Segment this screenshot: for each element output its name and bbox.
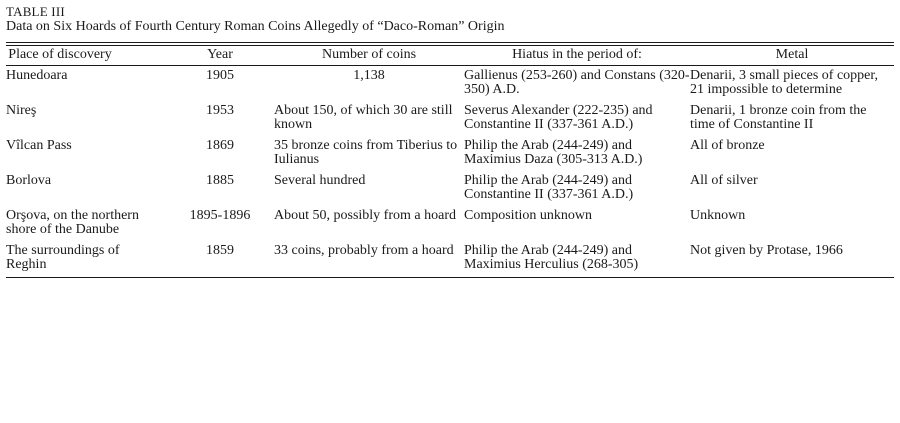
cell-hiatus: Philip the Arab (244-249) and Maximius Daza (305-313 A.D.) [464,138,643,167]
cell-year: 1905 [206,68,234,83]
header-row [6,46,894,66]
table-row [6,136,894,171]
header-year: Year [207,47,233,62]
cell-place: Borlova [6,173,52,188]
cell-year: 1885 [206,173,234,188]
hoards-table [6,46,894,276]
bottom-rule [6,277,894,278]
cell-place: The surroundings of Reghin [6,243,120,272]
cell-year: 1895-1896 [189,208,251,223]
table-caption: Data on Six Hoards of Fourth Century Roman Coins Allegedly of “Daco-Roman” Origin [6,19,505,34]
cell-hiatus: Gallienus (253-260) and Constans (320-350) A.D. [464,68,690,97]
cell-count: About 50, possibly from a hoard [274,208,456,223]
header-metal: Metal [775,47,809,62]
cell-count: 1,138 [353,68,385,83]
cell-place: Orşova, on the northern shore of the Danube [6,208,139,237]
cell-metal: All of silver [690,173,758,188]
header-count: Number of coins [321,47,417,62]
table-row [6,66,894,102]
cell-metal: Denarii, 3 small pieces of copper, 21 impossible to determine [690,68,878,97]
cell-place: Vîlcan Pass [6,138,72,153]
table-row [6,206,894,241]
cell-year: 1953 [206,103,234,118]
cell-year: 1869 [206,138,234,153]
cell-place: Hunedoara [6,68,68,83]
cell-hiatus: Severus Alexander (222-235) and Constantine II (337-361 A.D.) [464,103,653,132]
table-row [6,241,894,276]
cell-metal: Not given by Protase, 1966 [690,243,843,258]
cell-count: 33 coins, probably from a hoard [274,243,454,258]
cell-count: About 150, of which 30 are still known [274,103,453,132]
document-page [6,4,894,278]
cell-metal: Unknown [690,208,746,223]
cell-hiatus: Composition unknown [464,208,592,223]
table-row [6,101,894,136]
cell-metal: All of bronze [690,138,765,153]
header-hiatus: Hiatus in the period of: [512,47,642,62]
cell-count: 35 bronze coins from Tiberius to Iulianus [274,138,458,167]
cell-place: Nireş [6,103,37,118]
cell-hiatus: Philip the Arab (244-249) and Constantine II (337-361 A.D.) [464,173,634,202]
cell-hiatus: Philip the Arab (244-249) and Maximius Herculius (268-305) [464,243,639,272]
header-place: Place of discovery [8,47,112,62]
cell-count: Several hundred [274,173,366,188]
cell-metal: Denarii, 1 bronze coin from the time of Constantine II [690,103,867,132]
table-row [6,171,894,206]
cell-year: 1859 [206,243,234,258]
table-number: TABLE III [6,4,65,19]
